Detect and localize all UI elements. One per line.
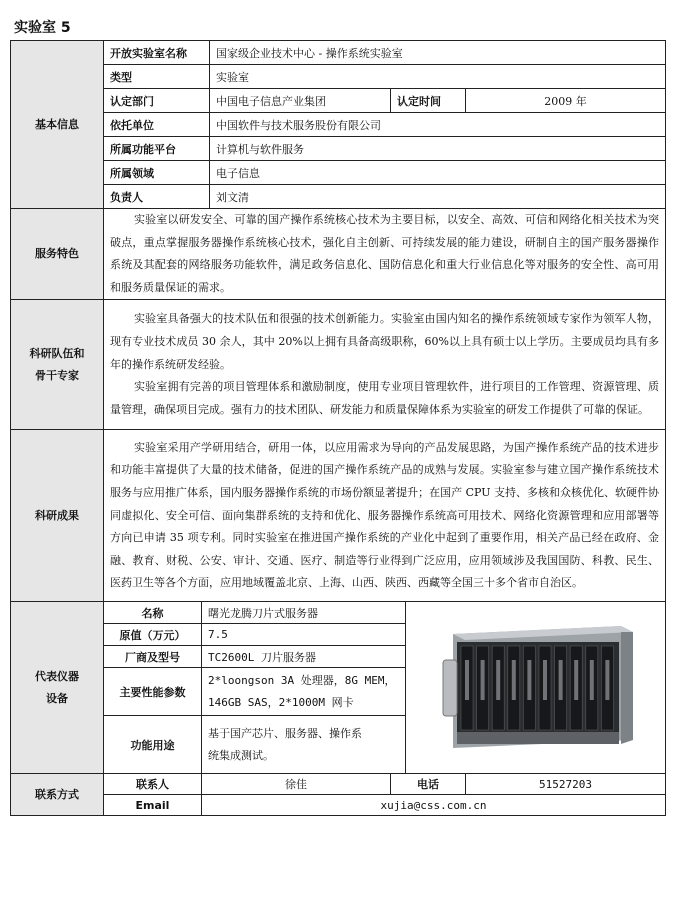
section-team: [11, 300, 104, 430]
perf-value: [202, 668, 406, 716]
perf-line-1: 2*loongson 3A 处理器，8G MEM，: [208, 673, 396, 687]
blade-server-graphic: [433, 620, 638, 755]
section-basic-info: 基本信息: [11, 41, 104, 209]
phone-value: 51527203: [466, 774, 666, 795]
blade-server-image: [433, 620, 638, 755]
field-label: 所属领域: [104, 161, 210, 185]
email-value: xujia@css.com.cn: [202, 795, 666, 816]
field-value: 电子信息: [210, 161, 666, 185]
section-equipment-line2: 设备: [46, 691, 68, 705]
blade-handle: [481, 660, 485, 700]
price-label: 原值（万元）: [104, 624, 202, 646]
equipment-image-cell: [406, 602, 666, 774]
dept-value: 中国电子信息产业集团: [210, 89, 391, 113]
lab-name-value: 国家级企业技术中心 - 操作系统实验室: [210, 41, 666, 65]
use-line-2: 统集成测试。: [208, 748, 274, 762]
dept-label: 认定部门: [104, 89, 210, 113]
type-value: 实验室: [210, 65, 666, 89]
maker-label: 厂商及型号: [104, 646, 202, 668]
section-equipment-line1: 代表仪器: [35, 669, 79, 683]
blade-handle: [559, 660, 563, 700]
time-label: 认定时间: [391, 89, 466, 113]
use-line-1: 基于国产芯片、服务器、操作系: [208, 726, 362, 740]
blade-handle: [512, 660, 516, 700]
time-value: 2009 年: [466, 89, 666, 113]
section-service: 服务特色: [11, 209, 104, 300]
blade-handle: [590, 660, 594, 700]
phone-label: 电话: [391, 774, 466, 795]
price-value: 7.5: [202, 624, 406, 646]
equip-name-value: 曙光龙腾刀片式服务器: [202, 602, 406, 624]
email-label: Email: [104, 795, 202, 816]
use-label: 功能用途: [104, 716, 202, 774]
head-label: 负责人: [104, 185, 210, 209]
lab-info-table: [10, 40, 666, 816]
blade-handle: [543, 660, 547, 700]
contact-person-label: 联系人: [104, 774, 202, 795]
page-title: 实验室 5: [14, 20, 71, 36]
section-equipment: [11, 602, 104, 774]
section-team-line2: 骨干专家: [35, 368, 79, 382]
service-paragraph: 实验室以研发安全、可靠的国产操作系统核心技术为主要目标，以安全、高效、可信和网络化相关技术为突破点，重点掌握服务器操作系统核心技术，强化自主创新、可持续发展的能力建设，研制自主的国产服务器操作系统及其配套的网络服务功能软件，满足政务信息化、国防信息化和重大行业信息化等对服务的安全性、高可用和服务质量保证的需求。: [110, 213, 660, 294]
team-paragraph-2: 实验室拥有完善的项目管理体系和激励制度，使用专业项目管理软件，进行项目的工作管理、资源管理、质量管理，确保项目完成。强有力的技术团队、研发能力和质量保障体系为实验室的研发工作提供了可靠的保证。: [110, 380, 660, 416]
platform-label: 所属功能平台: [104, 137, 210, 161]
head-value: 刘文清: [210, 185, 666, 209]
maker-value: TC2600L 刀片服务器: [202, 646, 406, 668]
use-value: [202, 716, 406, 774]
blade-handle: [527, 660, 531, 700]
team-paragraph-1: 实验室具备强大的技术队伍和很强的技术创新能力。实验室由国内知名的操作系统领域专家作为领军人物，现有专业技术成员 30 余人，其中 20%以上拥有具备高级职称，60%以上具有硕士以上学历。主要成员均具有多年的操作系统研发经验。: [110, 312, 660, 371]
results-paragraph: 实验室采用产学研用结合，研用一体，以应用需求为导向的产品发展思路，为国产操作系统产品的技术进步和功能丰富提供了大量的技术储备，促进的国产操作系统产品的成熟与发展。实验室参与建立国产操作系统技术服务与应用推广体系，国内服务器操作系统的市场份额显著提升；在国产 CPU 支持、多核和众核优化、软硬件协同虚拟化、安全可信、面向集群系统的支持和优化、服务器操作系统高可用技术、网络化资源管理和应用部署等方向已申请 35 项专利。同时实验室在推进国产操作系统的产业化中起到了重要作用，相关产品已经在政府、金融、教育、财税、公安、审计、交通、医疗、制造等行业得到广泛应用，应用领域涉及我国国防、科教、民生、医药卫生等各个方面，应用地域覆盖北京、上海、山西、陕西、西藏等全国三十多个省市自治区。: [110, 440, 660, 590]
blade-handle: [496, 660, 500, 700]
perf-line-2: 146GB SAS，2*1000M 网卡: [208, 695, 354, 709]
lab-name-label: 开放实验室名称: [104, 41, 210, 65]
equip-name-label: 名称: [104, 602, 202, 624]
perf-label: 主要性能参数: [104, 668, 202, 716]
blade-handle: [574, 660, 578, 700]
contact-person-value: 徐佳: [202, 774, 391, 795]
section-team-line1: 科研队伍和: [29, 346, 85, 360]
type-label: 类型: [104, 65, 210, 89]
blade-handle: [465, 660, 469, 700]
team-text: [104, 300, 666, 430]
platform-value: 计算机与软件服务: [210, 137, 666, 161]
org-label: 依托单位: [104, 113, 210, 137]
section-contact: 联系方式: [11, 774, 104, 816]
section-results: 科研成果: [11, 430, 104, 602]
results-text: [104, 430, 666, 602]
org-value: 中国软件与技术服务股份有限公司: [210, 113, 666, 137]
service-text: [104, 209, 666, 300]
blade-handle: [605, 660, 609, 700]
